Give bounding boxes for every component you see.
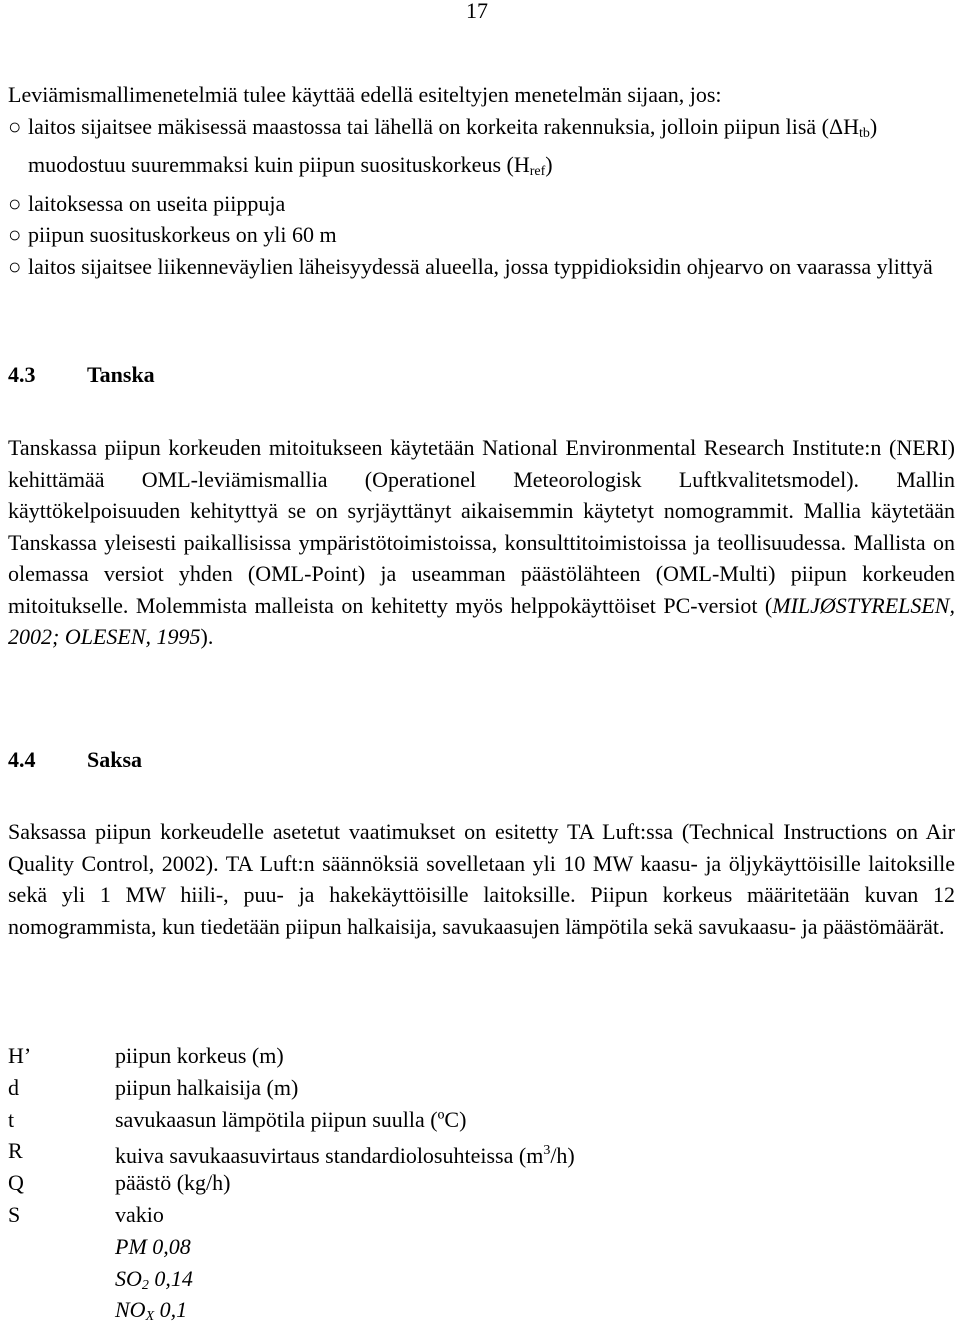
constant-row <box>8 1294 955 1326</box>
definition-symbol: Q <box>8 1170 24 1196</box>
section-heading-4-4 <box>8 744 955 776</box>
constant-label: NO <box>115 1297 146 1323</box>
definition-text-part: kuiva savukaasuvirtaus standardiolosuhteissa (m <box>115 1143 544 1169</box>
citation: MILJØSTYRELSEN, 2002; OLESEN, 1995 <box>8 592 955 649</box>
bullet-marker: ○ <box>8 222 22 247</box>
section-4-4-paragraph: Saksassa piipun korkeudelle asetetut vaatimukset on esitetty TA Luft:ssa (Technical Instructions on Air Quality Control, 2002). TA Luft:n säännöksiä sovelletaan yli 10 MW kaasu- ja öljykäyttöisille laitoksille sekä yli 1 MW hiili-, puu- ja hakekäyttöisille laitoksille. Piipun korkeus määritetään kuvan 12 nomogrammista, kun tiedetään piipun halkaisija, savukaasujen lämpötila sekä savukaasu- ja päästömäärät. <box>8 819 955 939</box>
bullet-item <box>8 219 955 251</box>
delta-h-symbol: ΔH <box>828 113 860 139</box>
bullet-text: piipun suosituskorkeus on yli 60 m <box>28 222 337 247</box>
definition-symbol: S <box>8 1201 21 1227</box>
bullet-text-part: ) <box>545 152 553 177</box>
definition-text-part: /h) <box>550 1143 575 1169</box>
bullet-text: laitoksessa on useita piippuja <box>28 190 286 216</box>
bullet-item <box>8 111 955 188</box>
definition-text: savukaasun lämpötila piipun suulla (ºC) <box>115 1106 467 1132</box>
constant-so2 <box>115 1263 955 1295</box>
bullet-marker: ○ <box>8 190 22 216</box>
subscript-tb: tb <box>859 125 870 141</box>
superscript-3: 3 <box>543 1143 551 1159</box>
subscript-2: 2 <box>141 1277 149 1293</box>
constant-row <box>8 1263 955 1295</box>
definition-symbol: d <box>8 1074 19 1100</box>
bullet-text: laitos sijaitsee liikenneväylien läheisyydessä alueella, jossa typpidioksidin ohjearvo on vaarassa ylittyä <box>28 253 933 279</box>
definition-row <box>8 1167 955 1199</box>
definition-row <box>8 1072 955 1104</box>
bullet-item <box>8 251 955 283</box>
page-number: 17 <box>466 0 488 23</box>
definition-row <box>8 1104 955 1136</box>
section-number: 4.4 <box>8 747 36 772</box>
constant-label: SO <box>115 1265 142 1291</box>
bullet-item <box>8 188 955 220</box>
section-title: Tanska <box>87 362 155 387</box>
definition-row <box>8 1040 955 1072</box>
subscript-x: X <box>145 1309 155 1325</box>
definition-row <box>8 1199 955 1231</box>
paragraph-text: Tanskassa piipun korkeuden mitoitukseen käytetään National Environmental Research Institute:n (NERI) kehittämää OML-leviämismallia (Operationel Meteorologisk Luftkvalitetsmodel). Mallin käyttökelpoisuuden kehityttyä se on syrjäyttänyt aikaisemmin käytetyt nomogrammit. Mallia käytetään Tanskassa yleisesti paikallisissa ympäristötoimistoissa, konsulttitoimistoissa ja teollisuudessa. Mallista on olemassa versiot yhden (OML-Point) ja useamman päästölähteen (OML-Multi) piipun korkeuden mitoitukselle. Molemmista malleista on kehitetty myös helppokäyttöiset PC-versiot ( <box>8 435 955 618</box>
subscript-ref: ref <box>529 164 546 179</box>
bullet-marker: ○ <box>8 253 22 279</box>
constant-row <box>8 1231 955 1263</box>
definition-text: vakio <box>115 1201 164 1227</box>
definition-spacer <box>8 1294 115 1326</box>
constant-nox <box>115 1294 955 1326</box>
intro-lead: Leviämismallimenetelmiä tulee käyttää edellä esiteltyjen menetelmän sijaan, jos: <box>8 82 722 107</box>
bullet-text <box>28 111 955 188</box>
bullet-text-part: ) muodostuu suuremmaksi kuin piipun suosituskorkeus (H <box>28 113 878 177</box>
definition-text <box>115 1135 955 1167</box>
definition-row <box>8 1135 955 1167</box>
bullet-text-part: laitos sijaitsee mäkisessä maastossa tai lähellä on korkeita rakennuksia, jolloin piipun lisä ( <box>28 113 829 139</box>
definition-symbol: t <box>8 1106 15 1132</box>
definition-spacer <box>8 1231 115 1263</box>
section-number: 4.3 <box>8 362 36 387</box>
definition-symbol: R <box>8 1138 23 1164</box>
intro-section <box>8 79 955 282</box>
bullet-marker: ○ <box>8 113 22 139</box>
definition-text: piipun korkeus (m) <box>115 1043 284 1068</box>
definition-text: piipun halkaisija (m) <box>115 1074 299 1100</box>
constant-value: 0,1 <box>154 1297 188 1323</box>
definition-spacer <box>8 1263 115 1295</box>
constant-value: 0,14 <box>148 1265 193 1291</box>
definition-text: päästö (kg/h) <box>115 1170 231 1196</box>
section-heading-4-3 <box>8 359 955 391</box>
section-title: Saksa <box>87 747 143 772</box>
section-4-3-paragraph <box>8 432 955 653</box>
symbol-definitions <box>8 1040 955 1326</box>
definition-symbol: H’ <box>8 1043 32 1068</box>
paragraph-text-end: ). <box>200 624 214 649</box>
constant-pm: PM 0,08 <box>115 1233 191 1259</box>
